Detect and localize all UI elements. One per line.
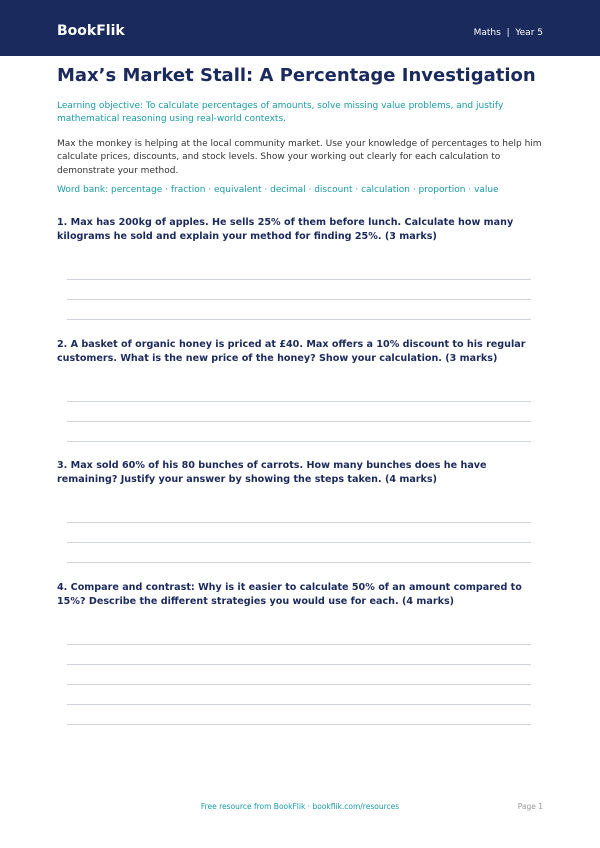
answer-line [67,644,531,645]
year-label: Year 5 [515,28,543,38]
answer-line [67,664,531,665]
page-title: Max’s Market Stall: A Percentage Investigation [57,65,536,86]
answer-line [67,401,531,402]
learning-objective: Learning objective: To calculate percentages of amounts, solve missing value problems, and justify mathematical reasoning using real-world contexts. [57,101,504,124]
answer-line [67,441,531,442]
answer-line [67,299,531,300]
brand-logo: BookFlik [57,23,125,39]
answer-line [67,684,531,685]
answer-line [67,542,531,543]
footer-credit: Free resource from BookFlik · bookflik.com/resources [200,802,400,811]
separator: | [506,28,510,38]
intro-paragraph: Max the monkey is helping at the local community market. Use your knowledge of percentages to help him calculate prices, discounts, and stock levels. Show your working out clearly for each calculation to demonstrate your method. [57,139,542,176]
answer-line [67,421,531,422]
word-bank: Word bank: percentage · fraction · equivalent · decimal · discount · calculation · proportion · value [57,185,499,195]
subject-year-label [474,28,543,38]
answer-line [67,279,531,280]
answer-line [67,319,531,320]
question-3: 3. Max sold 60% of his 80 bunches of carrots. How many bunches does he have remaining? Justify your answer by showing the steps taken. (4 marks) [57,460,487,485]
subject-label: Maths [473,28,501,38]
answer-line [67,724,531,725]
question-2: 2. A basket of organic honey is priced at £40. Max offers a 10% discount to his regular customers. What is the new price of the honey? Show your calculation. (3 marks) [57,339,526,364]
answer-line [67,522,531,523]
header-bar [0,0,600,56]
answer-line [67,704,531,705]
question-4: 4. Compare and contrast: Why is it easier to calculate 50% of an amount compared to 15%? Describe the different strategies you would use for each. (4 marks) [57,582,522,607]
page-number: Page 1 [517,802,543,811]
question-1: 1. Max has 200kg of apples. He sells 25% of them before lunch. Calculate how many kilograms he sold and explain your method for finding 25%. (3 marks) [57,217,514,242]
answer-line [67,562,531,563]
